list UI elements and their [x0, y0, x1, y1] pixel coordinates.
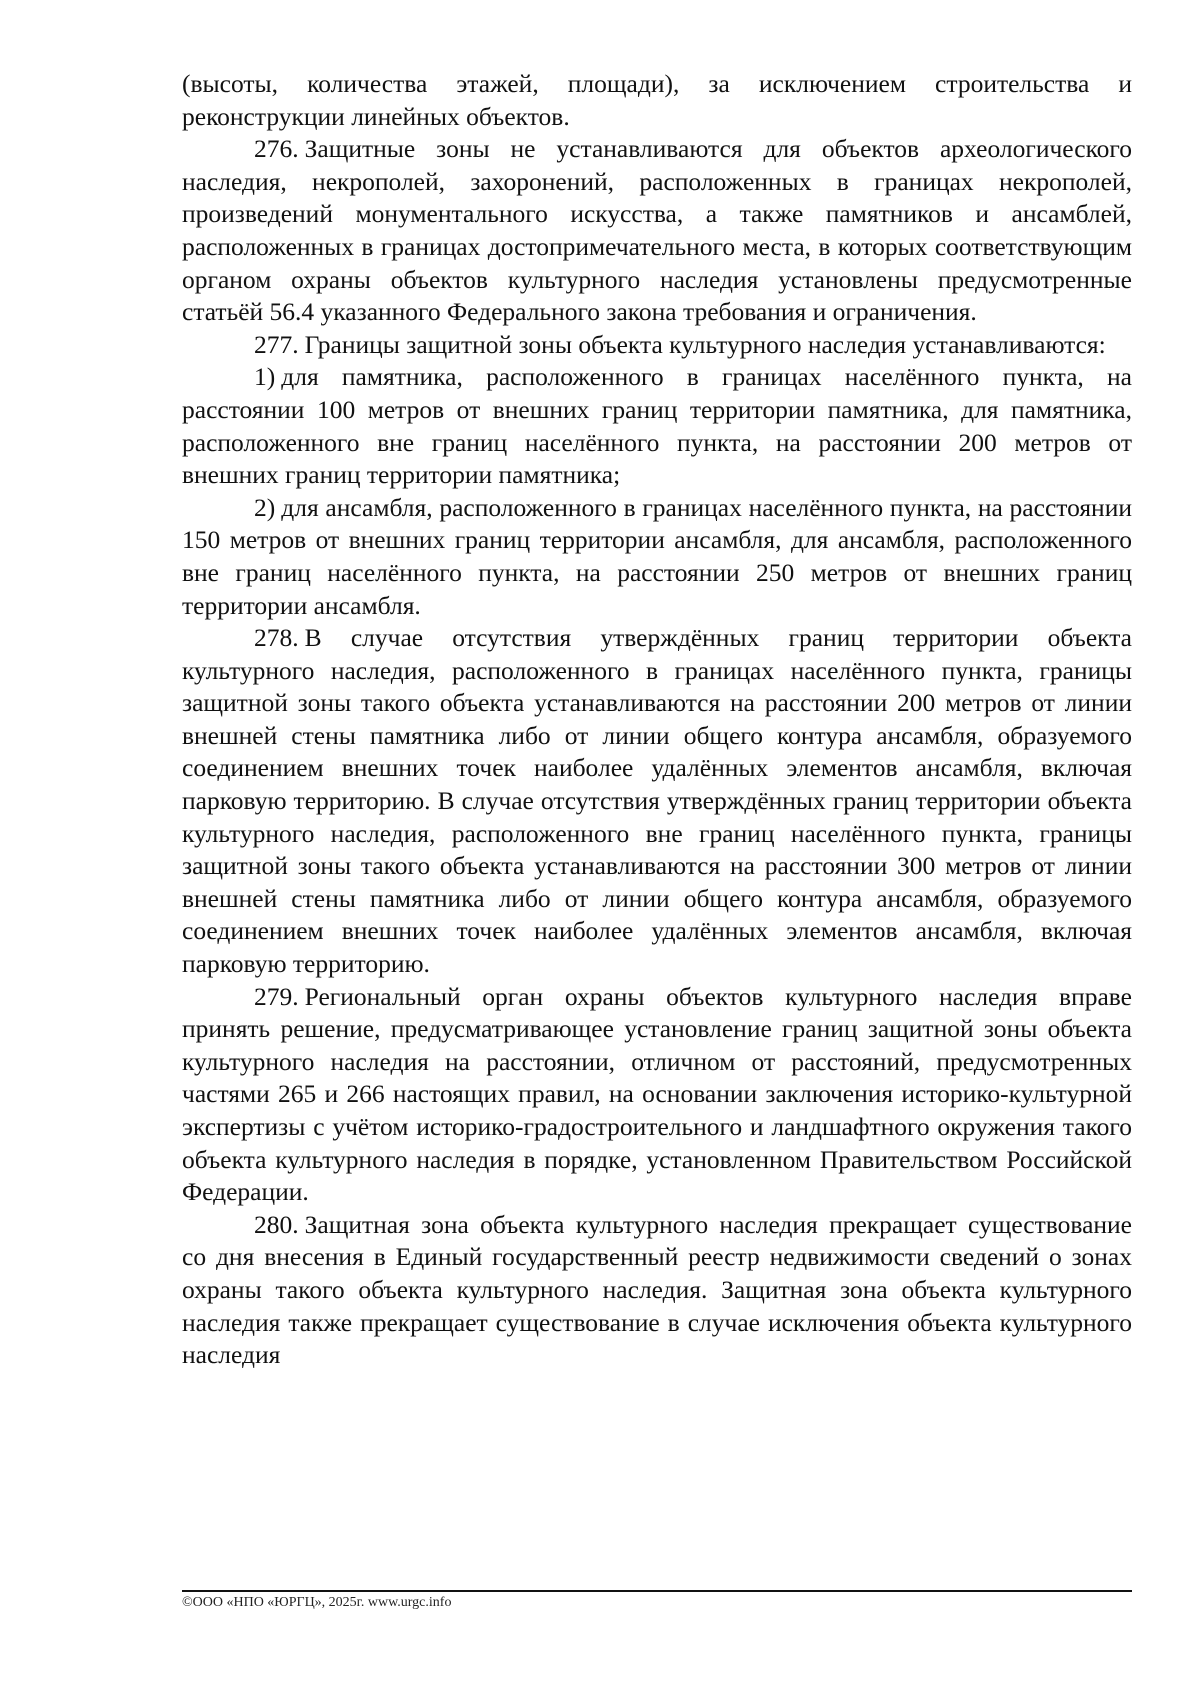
list-item-number: 1)	[254, 362, 276, 392]
paragraph-text: Защитная зона объекта культурного наследия прекращает существование со дня внесения в Единый государственный реестр недвижимости сведений о зонах охраны такого объекта культурного наследия. Защитная зона объекта культурного наследия также прекращает существование в случае исключения объекта культурного наследия	[182, 1209, 1132, 1370]
paragraph-number: 278.	[254, 623, 299, 653]
paragraph-number: 277.	[254, 329, 299, 359]
paragraph-278	[182, 622, 1132, 981]
paragraph-text: Границы защитной зоны объекта культурного наследия устанавливаются:	[304, 329, 1106, 359]
paragraph-280	[182, 1209, 1132, 1372]
list-item-text: для памятника, расположенного в границах населённого пункта, на расстоянии 100 метров от внешних границ территории памятника, для памятника, расположенного вне границ населённого пункта, на расстоянии 200 метров от внешних границ территории памятника;	[182, 362, 1132, 490]
footer-divider	[182, 1590, 1132, 1592]
list-item-text: для ансамбля, расположенного в границах населённого пункта, на расстоянии 150 метров от внешних границ территории ансамбля, для ансамбля, расположенного вне границ населённого пункта, на расстоянии 250 метров от внешних границ территории ансамбля.	[182, 492, 1132, 620]
paragraph-number: 279.	[254, 981, 299, 1011]
paragraph-text: В случае отсутствия утверждённых границ территории объекта культурного наследия, расположенного в границах населённого пункта, границы защитной зоны такого объекта устанавливаются на расстоянии 200 метров от линии внешней стены памятника либо от линии общего контура ансамбля, образуемого соединением внешних точек наиболее удалённых элементов ансамбля, включая парковую территорию. В случае отсутствия утверждённых границ территории объекта культурного наследия, расположенного вне границ населённого пункта, границы защитной зоны такого объекта устанавливаются на расстоянии 300 метров от линии внешней стены памятника либо от линии общего контура ансамбля, образуемого соединением внешних точек наиболее удалённых элементов ансамбля, включая парковую территорию.	[182, 623, 1132, 979]
paragraph-text: Региональный орган охраны объектов культурного наследия вправе принять решение, предусматривающее установление границ защитной зоны объекта культурного наследия на расстоянии, отличном от расстояний, предусмотренных частями 265 и 266 настоящих правил, на основании заключения историко-культурной экспертизы с учётом историко-градостроительного и ландшафтного окружения такого объекта культурного наследия в порядке, установленном Правительством Российской Федерации.	[182, 981, 1132, 1207]
paragraph-276	[182, 133, 1132, 329]
footer-copyright: ©ООО «НПО «ЮРГЦ», 2025г. www.urgc.info	[182, 1595, 452, 1610]
paragraph-number: 276.	[254, 134, 299, 164]
paragraph-277	[182, 329, 1132, 362]
paragraph-number: 280.	[254, 1209, 299, 1239]
list-item-1	[182, 361, 1132, 491]
paragraph-continuation: (высоты, количества этажей, площади), за исключением строительства и реконструкции линейных объектов.	[182, 69, 1132, 131]
list-item-2	[182, 492, 1132, 622]
paragraph-text: Защитные зоны не устанавливаются для объектов археологического наследия, некрополей, захоронений, расположенных в границах некрополей, произведений монументального искусства, а также памятников и ансамблей, расположенных в границах достопримечательного места, в которых соответствующим органом охраны объектов культурного наследия установлены предусмотренные статьёй 56.4 указанного Федерального закона требования и ограничения.	[182, 134, 1132, 327]
paragraph-279	[182, 981, 1132, 1209]
list-item-number: 2)	[254, 492, 276, 522]
document-body	[182, 68, 1132, 1372]
